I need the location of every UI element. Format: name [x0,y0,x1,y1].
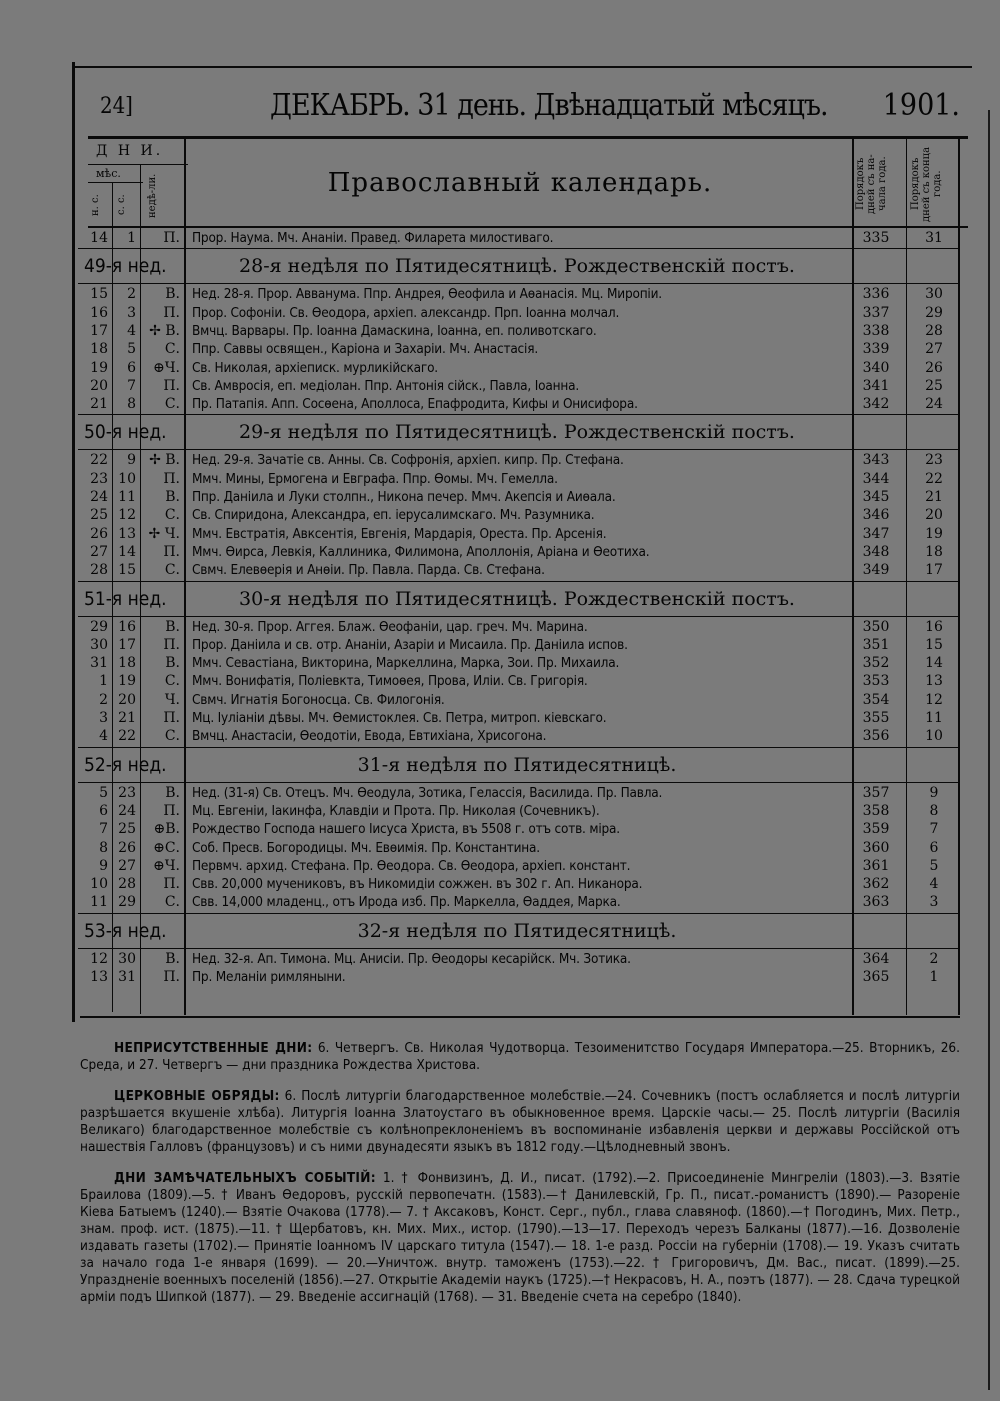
day-to-end: 31 [925,230,943,246]
week-header-row [78,415,960,449]
day-commemoration: Св. Николая, архіеписк. мурликійскаго. [192,359,438,376]
week-title: 30-я недѣля по Пятидесятницѣ. Рождественскій постъ. [239,587,795,610]
day-ss: 27 [118,857,136,874]
day-row [78,506,960,524]
day-row [78,875,960,893]
day-ns: 14 [90,230,108,246]
day-commemoration: Вмчц. Анастасіи, Ѳеодотіи, Евода, Евтихіана, Хрисогона. [192,728,547,745]
day-ns: 4 [99,728,108,745]
day-row [78,470,960,488]
week-title: 29-я недѣля по Пятидесятницѣ. Рождественскій постъ. [239,421,795,444]
to-end-header: Порядокъ дней съ конца года. [910,146,943,222]
month-header: мѣс. [96,167,121,180]
day-ns: 13 [90,969,108,985]
day-weekday: ✢ В. [149,322,180,339]
days-subrule [88,164,188,165]
day-weekday: П. [163,802,180,819]
day-row [78,709,960,727]
day-ns: 16 [90,304,108,321]
ss-header: с. с. [116,194,127,216]
day-ns: 9 [99,857,108,874]
day-from-start: 339 [862,341,890,358]
week-number: 51-я нед. [84,587,167,610]
day-weekday: П. [163,543,180,560]
note-paragraph [80,1040,960,1074]
day-weekday: В. [165,489,180,505]
day-row [78,950,960,968]
day-to-end: 12 [925,691,943,708]
day-row [78,543,960,561]
day-ns: 7 [99,821,108,838]
day-ns: 27 [90,543,108,560]
day-commemoration: Нед. 29-я. Зачатіе св. Анны. Св. Софронія, архіеп. кипр. Пр. Стефана. [192,452,624,469]
day-commemoration: Ппр. Саввы освящен., Каріона и Захаріи. Мч. Анастасія. [192,341,538,358]
day-row [78,672,960,690]
week-rule-bottom [78,283,958,284]
day-ss: 13 [118,525,136,542]
week-header-row [78,748,960,782]
day-commemoration: Мц. Іуліаніи дѣвы. Мч. Ѳемистоклея. Св. Петра, митроп. кіевскаго. [192,710,607,726]
day-row [78,857,960,875]
day-ss: 17 [118,636,136,653]
day-to-end: 15 [925,636,943,653]
day-weekday: В. [165,784,180,801]
day-to-end: 4 [929,876,939,893]
table-bottom-rule [80,1016,960,1018]
day-ss: 4 [127,322,136,339]
day-row [78,820,960,838]
day-commemoration: Нед. 30-я. Прор. Аггея. Блаж. Ѳеофаніи, цар. греч. Мч. Марина. [192,618,588,635]
day-to-end: 23 [925,452,943,469]
page-number: 24] [100,94,133,119]
day-to-end: 19 [925,525,943,542]
week-number: 53-я нед. [84,919,167,942]
day-commemoration: Ммч. Вонифатія, Поліевкта, Тимоѳея, Прова, Иліи. Св. Григорія. [192,673,588,690]
day-commemoration: Ммч. Евстратія, Авксентія, Евгенія, Мардарія, Ореста. Пр. Арсенія. [192,525,607,542]
day-ns: 11 [90,894,108,911]
page-year: 1901. [882,88,960,123]
day-weekday: С. [164,894,180,911]
day-to-end: 5 [929,857,939,874]
day-from-start: 335 [862,230,890,246]
day-from-start: 350 [862,618,890,635]
day-row [78,395,960,413]
day-weekday: В. [165,655,180,672]
week-title: 32-я недѣля по Пятидесятницѣ. [357,919,677,942]
week-title: 31-я недѣля по Пятидесятницѣ. [357,753,677,776]
day-commemoration: Нед. (31-я) Св. Отецъ. Мч. Ѳеодула, Зотика, Гелассія, Василида. Пр. Павла. [192,784,663,801]
day-ns: 30 [90,636,108,653]
day-ss: 12 [118,507,136,524]
day-from-start: 347 [862,525,890,542]
day-row [78,322,960,340]
day-ss: 11 [118,489,136,505]
day-weekday: ✢ В. [149,452,180,469]
week-rule-bottom [78,449,958,450]
day-ss: 29 [118,894,136,911]
day-from-start: 352 [862,655,890,672]
day-from-start: 337 [862,304,890,321]
day-ss: 19 [118,673,136,690]
day-ss: 1 [127,230,136,246]
day-ss: 20 [118,691,136,708]
week-header-row [78,582,960,616]
day-from-start: 351 [862,636,890,653]
day-ns: 24 [90,489,108,505]
week-title: 28-я недѣля по Пятидесятницѣ. Рождественскій постъ. [239,255,795,278]
day-weekday: С. [164,562,180,579]
day-commemoration: Св. Амвросія, еп. медіолан. Ппр. Антонія сійск., Павла, Іоанна. [192,377,579,394]
day-ss: 15 [118,562,136,579]
day-to-end: 3 [929,894,939,911]
day-from-start: 353 [862,673,890,690]
day-ss: 28 [118,876,136,893]
table-top-rule [88,136,968,139]
day-row [78,654,960,672]
day-from-start: 357 [862,784,890,801]
day-ss: 18 [118,655,136,672]
day-from-start: 362 [862,876,890,893]
day-row [78,561,960,579]
day-ss: 26 [118,839,136,856]
day-ns: 29 [90,618,108,635]
day-to-end: 20 [925,507,943,524]
day-ns: 22 [90,452,108,469]
day-ss: 24 [118,802,136,819]
day-to-end: 16 [925,618,943,635]
day-ss: 30 [118,950,136,967]
day-row [78,691,960,709]
week-number: 49-я нед. [84,255,167,278]
day-to-end: 9 [929,784,939,801]
day-row [78,784,960,802]
day-weekday: С. [164,728,180,745]
day-weekday: В. [165,286,180,303]
day-from-start: 338 [862,322,890,339]
day-row [78,229,960,247]
week-number: 50-я нед. [84,421,167,444]
day-to-end: 22 [925,470,943,487]
day-weekday: П. [163,377,180,394]
day-commemoration: Свв. 20,000 мучениковъ, въ Никомидіи сожжен. въ 302 г. Ап. Никанора. [192,876,643,893]
day-from-start: 359 [862,821,890,838]
day-to-end: 10 [925,728,943,745]
day-from-start: 341 [862,377,890,394]
day-ns: 15 [90,286,108,303]
day-to-end: 7 [929,821,939,838]
day-ns: 5 [99,784,108,801]
day-to-end: 17 [925,562,943,579]
day-row [78,727,960,745]
week-header-row [78,249,960,283]
week-number: 52-я нед. [84,753,167,776]
day-row [78,359,960,377]
day-weekday: Ч. [164,691,180,708]
day-weekday: С. [164,341,180,358]
day-row [78,304,960,322]
day-row [78,636,960,654]
day-from-start: 364 [862,950,890,967]
day-to-end: 25 [925,377,943,394]
day-weekday: П. [163,636,180,653]
page-title: ДЕКАБРЬ. 31 день. Двѣнадцатый мѣсяцъ. [270,88,828,123]
ns-header: н. с. [90,194,101,216]
note-heading: ЦЕРКОВНЫЕ ОБРЯДЫ: [114,1088,280,1104]
week-rule-bottom [78,948,958,949]
day-ss: 14 [118,543,136,560]
day-from-start: 361 [862,857,890,874]
day-row [78,525,960,543]
day-ss: 16 [118,618,136,635]
day-commemoration: Рождество Господа нашего Іисуса Христа, въ 5508 г. отъ сотв. міра. [192,821,620,838]
note-paragraph [80,1170,960,1306]
day-commemoration: Прор. Софоніи. Св. Ѳеодора, архіеп. александр. Прп. Іоанна молчал. [192,304,620,321]
day-to-end: 21 [925,489,943,505]
day-commemoration: Свв. 14,000 младенц., отъ Ирода изб. Пр. Маркелла, Ѳаддея, Марка. [192,894,621,911]
day-ss: 3 [127,304,136,321]
day-to-end: 24 [925,396,943,413]
note-heading: НЕПРИСУТСТВЕННЫЕ ДНИ: [114,1040,313,1056]
day-to-end: 6 [929,839,939,856]
day-commemoration: Вмчц. Варвары. Пр. Іоанна Дамаскина, Іоанна, еп. поливотскаго. [192,322,597,339]
day-weekday: С. [164,507,180,524]
day-commemoration: Свмч. Елевѳерія и Анѳіи. Пр. Павла. Парда. Св. Стефана. [192,562,545,579]
day-from-start: 355 [862,710,890,726]
day-to-end: 29 [925,304,943,321]
weekday-header: недѣ-ли. [147,173,158,219]
week-rule-bottom [78,616,958,617]
day-ns: 20 [90,377,108,394]
day-from-start: 342 [862,396,890,413]
day-ss: 22 [118,728,136,745]
note-body: 1. † Фонвизинъ, Д. И., писат. (1792).—2. Присоединеніе Мингреліи (1803).—3. Взятіе Браилова (1809).—5. † Иванъ Ѳедоровъ, русскій первопечатн. (1583).—† Данилевскій, Гр. П., писат.-романистъ (1890).— Разореніе Кіева Батыемъ (1240).— Взятіе Очакова (1778).— 7. † Аксаковъ, Конст. Серг., публ., глава славяноф. (1860).—† Погодинъ, Мих. Петр., знам. проф. ист. (1875).—11. † Щербатовъ, кн. Мих. Мих., истор. (1790).—13—17. Переходъ черезъ Балканы (1877).—16. Дозволеніе издавать газеты (1702).— Принятіе Іоанномъ IV царскаго титула (1547).— 18. 1-е разд. Россіи на губерніи (1708).— 19. Указъ считать за начало года 1-е января (1699). — 20.—Уничтож. внутр. таможенъ (1753).—22. † Григоровичъ, Дм. Вас., писат. (1899).—25. Упраздненіе военныхъ поселеній (1856).—27. Открытіе Академіи наукъ (1725).—† Некрасовъ, Н. А., поэтъ (1877). — 28. Сдача турецкой арміи подъ Шипкой (1877). — 29. Введеніе ассигнацій (1768). — 31. Введеніе счета на серебро (1840). [80,1170,960,1305]
day-weekday: П. [163,710,180,726]
day-weekday: П. [163,470,180,487]
day-from-start: 345 [862,489,890,505]
day-from-start: 336 [862,286,890,303]
page-edge-right [988,110,990,1390]
day-to-end: 30 [925,286,943,303]
day-from-start: 365 [862,969,890,985]
day-commemoration: Нед. 28-я. Прор. Авванума. Ппр. Андрея, Ѳеофила и Аѳанасія. Мц. Миропіи. [192,286,662,303]
day-weekday: П. [163,876,180,893]
day-ss: 31 [118,969,136,985]
day-commemoration: Прор. Наума. Мч. Ананіи. Правед. Филарета милостиваго. [192,230,554,246]
day-ss: 23 [118,784,136,801]
day-commemoration: Пр. Патапія. Апп. Сосѳена, Аполлоса, Епафродита, Кифы и Онисифора. [192,396,638,413]
day-from-start: 356 [862,728,890,745]
day-weekday: ⊕Ч. [152,857,180,874]
day-from-start: 340 [862,359,890,376]
page-header [100,86,960,130]
day-ns: 10 [90,876,108,893]
day-to-end: 18 [925,543,943,560]
day-to-end: 1 [929,969,939,985]
day-ss: 6 [127,359,136,376]
day-commemoration: Соб. Пресв. Богородицы. Мч. Евѳимія. Пр. Константина. [192,839,540,856]
calendar-title: Православный календарь. [327,168,713,198]
day-commemoration: Нед. 32-я. Ап. Тимона. Мц. Анисіи. Пр. Ѳеодоры кесарійск. Мч. Зотика. [192,950,631,967]
day-commemoration: Прор. Даніила и св. отр. Ананіи, Азаріи и Мисаила. Пр. Даніила испов. [192,636,628,653]
day-weekday: ⊕Ч. [152,359,180,376]
day-ns: 2 [99,691,108,708]
note-body: 6. Послѣ литургіи благодарственное молебствіе.—24. Сочевникъ (постъ ослабляется и послѣ литургіи разрѣшается вкушеніе хлѣба). Литургія Іоанна Златоустаго въ обыкновенное время. Царскіе часы.— 25. Послѣ литургіи (Василія Великаго) благодарственное молебствіе съ колѣнопреклоненіемъ въ воспоминаніе избавленія церкви и державы Россійской отъ нашествія Галловъ (французовъ) и съ ними двунадесяти языкъ въ 1812 году.—Цѣлодневный звонъ. [80,1088,960,1155]
day-row [78,618,960,636]
day-weekday: ✢ Ч. [148,525,180,542]
from-start-header: Порядокъ дней съ на-чала года. [855,154,888,214]
day-from-start: 344 [862,470,890,487]
day-weekday: В. [165,618,180,635]
day-weekday: С. [164,396,180,413]
day-weekday: П. [163,230,180,246]
day-weekday: П. [163,304,180,321]
day-to-end: 8 [929,802,939,819]
day-to-end: 2 [929,950,939,967]
day-row [78,340,960,358]
days-header: Д Н И. [96,143,164,159]
day-row [78,968,960,986]
day-ns: 23 [90,470,108,487]
day-to-end: 26 [925,359,943,376]
week-rule-bottom [78,782,958,783]
day-ns: 28 [90,562,108,579]
page-frame-left [72,62,75,1022]
day-from-start: 360 [862,839,890,856]
day-row [78,839,960,857]
day-ns: 25 [90,507,108,524]
day-row [78,285,960,303]
day-weekday: ⊕В. [153,821,180,838]
day-to-end: 27 [925,341,943,358]
day-ns: 19 [90,359,108,376]
week-header-row [78,914,960,948]
day-from-start: 343 [862,452,890,469]
day-ns: 12 [90,950,108,967]
day-row [78,451,960,469]
day-to-end: 28 [925,322,943,339]
day-ss: 8 [127,396,136,413]
day-commemoration: Ммч. Мины, Ермогена и Евграфа. Ппр. Ѳомы. Мч. Гемелла. [192,470,558,487]
day-row [78,377,960,395]
day-ss: 5 [127,341,136,358]
day-ss: 7 [127,377,136,394]
month-subrule [88,182,143,183]
day-commemoration: Первмч. архид. Стефана. Пр. Ѳеодора. Св. Ѳеодора, архіеп. констант. [192,857,631,874]
day-ns: 21 [90,396,108,413]
day-weekday: В. [165,950,180,967]
day-ns: 26 [90,525,108,542]
day-to-end: 11 [925,710,943,726]
day-commemoration: Мц. Евгеніи, Іакинфа, Клавдіи и Прота. Пр. Николая (Сочевникъ). [192,802,600,819]
day-row [78,488,960,506]
day-ns: 18 [90,341,108,358]
day-row [78,802,960,820]
day-weekday: ⊕С. [153,839,180,856]
day-from-start: 358 [862,802,890,819]
day-ss: 10 [118,470,136,487]
day-commemoration: Ппр. Даніила и Луки столпн., Никона печер. Ммч. Акепсія и Аиѳала. [192,489,616,505]
note-paragraph [80,1088,960,1156]
day-row [78,893,960,911]
day-ns: 6 [99,802,108,819]
day-to-end: 13 [925,673,943,690]
day-ns: 1 [99,673,108,690]
note-heading: ДНИ ЗАМѢЧАТЕЛЬНЫХЪ СОБЫТІЙ: [114,1170,376,1186]
day-from-start: 363 [862,894,890,911]
day-from-start: 354 [862,691,890,708]
day-commemoration: Пр. Меланіи римляныни. [192,969,346,985]
day-from-start: 346 [862,507,890,524]
day-ss: 21 [118,710,136,726]
day-commemoration: Свмч. Игнатія Богоносца. Св. Филогонія. [192,691,445,708]
day-ss: 25 [118,821,136,838]
day-ns: 8 [99,839,108,856]
day-weekday: П. [163,969,180,985]
day-commemoration: Ммч. Севастіана, Викторина, Маркеллина, Марка, Зои. Пр. Михаила. [192,655,620,672]
header-bottom-rule [88,226,968,228]
day-commemoration: Ммч. Ѳирса, Левкія, Каллиника, Филимона, Аполлонія, Аріана и Ѳеотиха. [192,543,650,560]
day-from-start: 348 [862,543,890,560]
day-ss: 9 [127,452,136,469]
day-from-start: 349 [862,562,890,579]
day-to-end: 14 [925,655,943,672]
page-frame-top [72,66,972,68]
day-ns: 17 [90,322,108,339]
day-ss: 2 [127,286,136,303]
day-commemoration: Св. Спиридона, Александра, еп. іерусалимскаго. Мч. Разумника. [192,507,595,524]
note-body: 6. Четвергъ. Св. Николая Чудотворца. Тезоименитство Государя Императора.—25. Вторникъ, 26. Среда, и 27. Четвергъ — дни праздника Рождества Христова. [80,1040,961,1073]
day-weekday: С. [164,673,180,690]
day-ns: 3 [99,710,108,726]
day-ns: 31 [90,655,108,672]
notes-section [80,1040,960,1320]
